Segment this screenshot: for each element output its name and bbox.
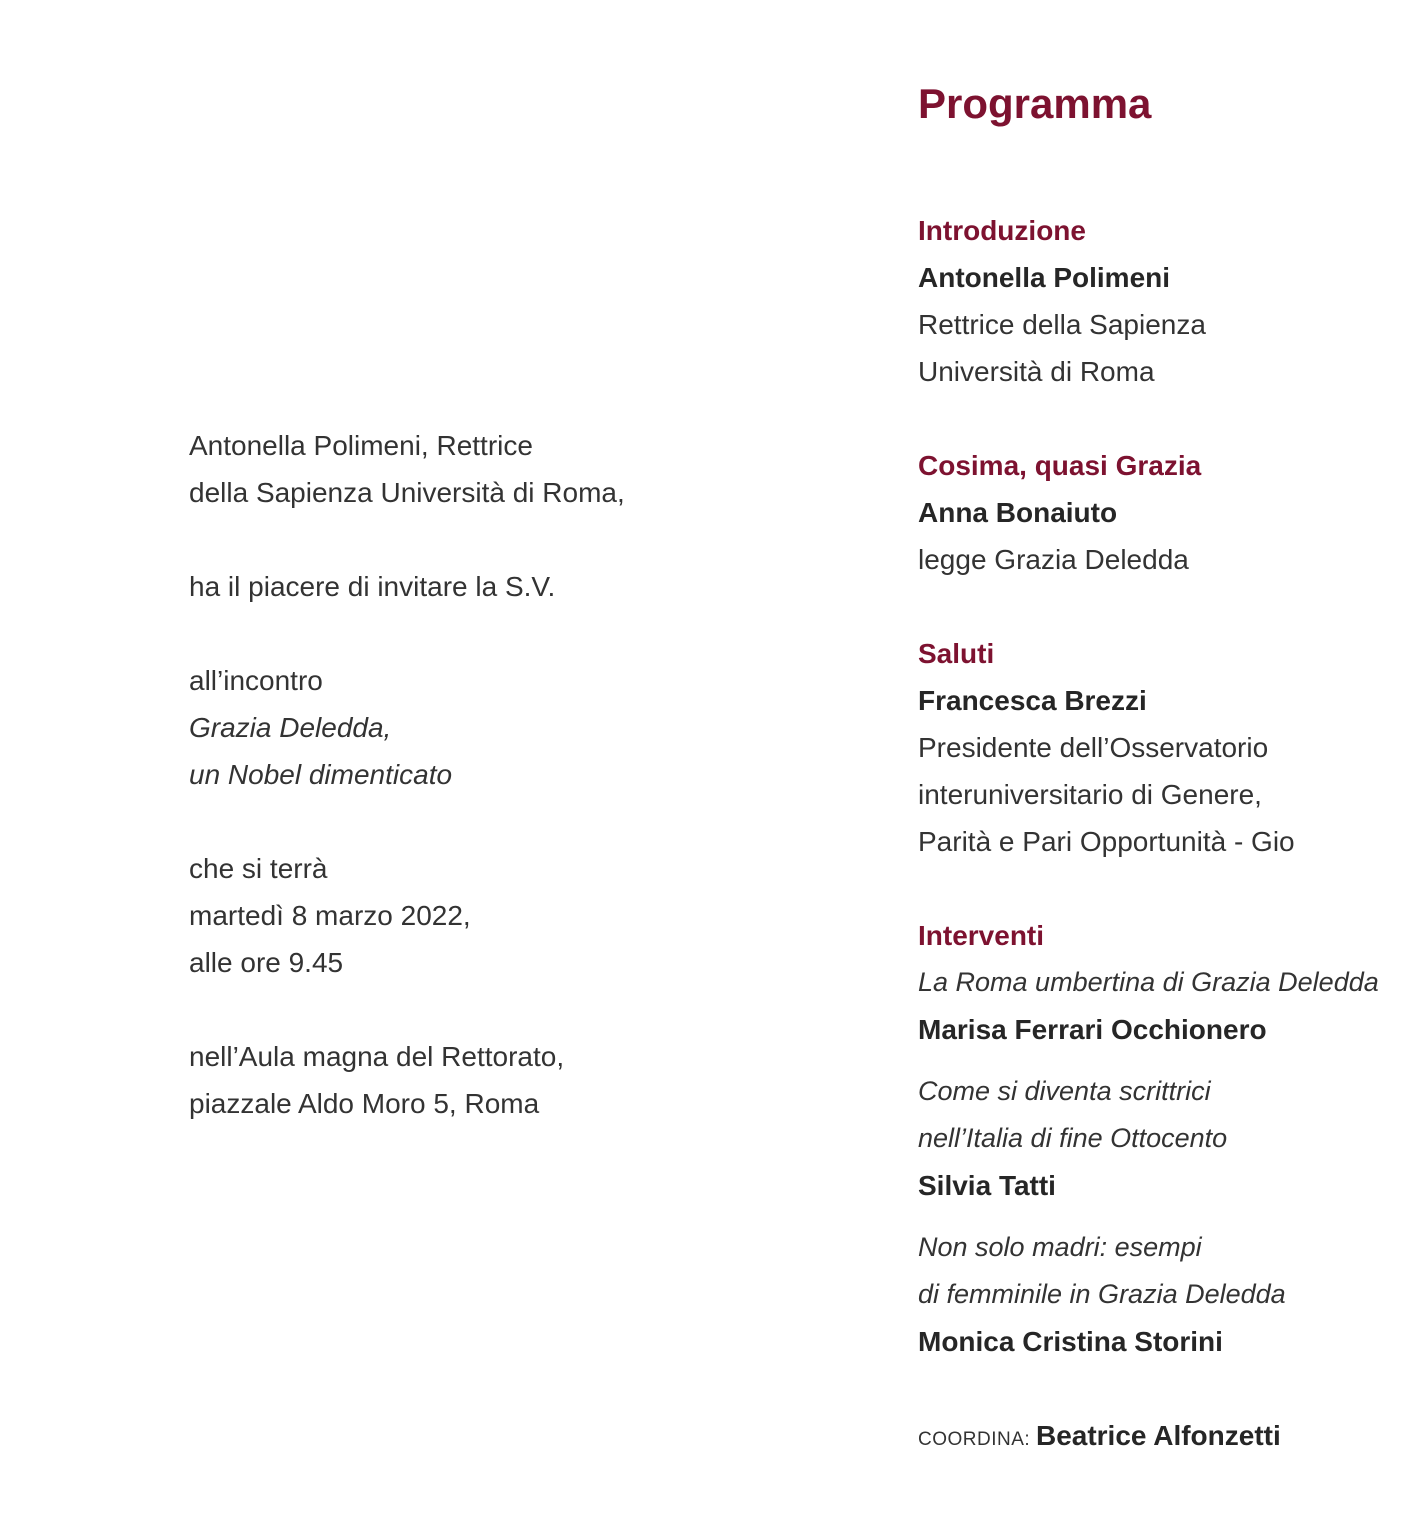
speaker-role-line-3: Parità e Pari Opportunità - Gio (918, 826, 1295, 857)
coordinator-label: COORDINA (918, 1429, 1025, 1450)
host-line-1: Antonella Polimeni, Rettrice (189, 430, 533, 461)
talk-2-title-line-1: Come si diventa scrittrici (918, 1076, 1211, 1106)
date-line-1: che si terrà (189, 853, 328, 884)
location-line-1: nell’Aula magna del Rettorato, (189, 1041, 565, 1072)
section-cosima (918, 442, 1413, 583)
talk-2-title-line-2: nell’Italia di fine Ottocento (918, 1123, 1228, 1153)
invitation-text (189, 422, 829, 1174)
coordinator-line (918, 1412, 1413, 1463)
section-heading-cosima: Cosima, quasi Grazia (918, 450, 1202, 481)
event-intro: all’incontro (189, 665, 323, 696)
coordinator-name: Beatrice Alfonzetti (1035, 1420, 1281, 1451)
host-paragraph (189, 422, 829, 516)
date-line-3: alle ore 9.45 (189, 947, 344, 978)
section-introduzione (918, 207, 1413, 395)
speaker-name: Francesca Brezzi (918, 685, 1147, 716)
speaker-name: Anna Bonaiuto (918, 497, 1118, 528)
talk-1-title-line-1: La Roma umbertina di Grazia Deledda (918, 967, 1379, 997)
talk-3-title-line-2: di femminile in Grazia Deledda (918, 1279, 1286, 1309)
host-line-2: della Sapienza Università di Roma, (189, 477, 625, 508)
section-heading-saluti: Saluti (918, 638, 995, 669)
section-saluti (918, 630, 1413, 865)
spacer (918, 1209, 1413, 1224)
speaker-role-line-2: interuniversitario di Genere, (918, 779, 1262, 810)
location-paragraph (189, 1033, 829, 1127)
section-heading-interventi: Interventi (918, 920, 1045, 951)
spacer (918, 1053, 1413, 1068)
event-paragraph (189, 657, 829, 798)
talk-1-speaker: Marisa Ferrari Occhionero (918, 1014, 1267, 1045)
event-title-line-1: Grazia Deledda, (189, 712, 392, 743)
date-paragraph (189, 845, 829, 986)
speaker-role-line-1: Rettrice della Sapienza (918, 309, 1206, 340)
invite-line: ha il piacere di invitare la S.V. (189, 571, 556, 602)
section-interventi (918, 912, 1413, 1365)
coordinator-separator: : (1024, 1429, 1036, 1450)
speaker-role-line-1: legge Grazia Deledda (918, 544, 1189, 575)
invite-paragraph (189, 563, 829, 610)
date-line-2: martedì 8 marzo 2022, (189, 900, 471, 931)
speaker-name: Antonella Polimeni (918, 262, 1171, 293)
program-sections (918, 207, 1413, 1463)
section-heading-introduzione: Introduzione (918, 215, 1086, 246)
speaker-role-line-2: Università di Roma (918, 356, 1155, 387)
program-title: Programma (918, 80, 1152, 127)
talk-3-speaker: Monica Cristina Storini (918, 1326, 1223, 1357)
speaker-role-line-1: Presidente dell’Osservatorio (918, 732, 1269, 763)
location-line-2: piazzale Aldo Moro 5, Roma (189, 1088, 540, 1119)
talk-3-title-line-1: Non solo madri: esempi (918, 1232, 1202, 1262)
talk-2-speaker: Silvia Tatti (918, 1170, 1056, 1201)
event-title-line-2: un Nobel dimenticato (189, 759, 453, 790)
